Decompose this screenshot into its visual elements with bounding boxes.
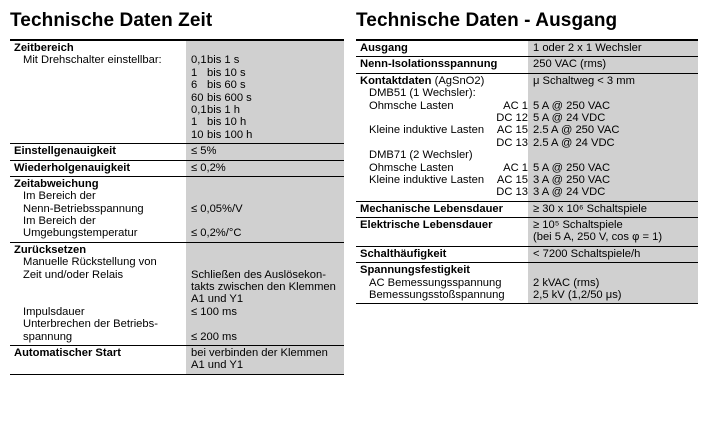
value-line <box>191 79 342 91</box>
label-text: AC Bemessungsspannung <box>369 276 502 289</box>
label-line <box>360 124 528 136</box>
current-type: DC 13 <box>496 136 528 149</box>
spec-label <box>356 41 528 56</box>
spec-label <box>10 161 186 176</box>
range-end: bis 1 h <box>207 103 240 116</box>
label-heading <box>14 244 186 256</box>
label-line <box>14 293 186 305</box>
label-heading <box>14 145 186 157</box>
value-line: 5 A @ 250 VAC <box>533 161 611 174</box>
label-line <box>14 306 186 318</box>
value-line: ≤ 0,2% <box>191 161 226 174</box>
range-start: 60 <box>191 91 204 104</box>
current-type: DC 13 <box>496 186 528 199</box>
spec-value <box>186 161 344 176</box>
label-text: Unterbrechen der Betriebs- <box>23 318 158 331</box>
label-text: DMB51 (1 Wechsler): <box>369 87 476 100</box>
range-end: bis 100 h <box>207 128 253 141</box>
label-suffix: (AgSnO2) <box>431 74 485 87</box>
value-line <box>191 92 342 104</box>
label-heading <box>14 347 186 359</box>
value-line: 3 A @ 250 VAC <box>533 173 611 186</box>
range-start: 1 <box>191 116 198 129</box>
load-type: Ohmsche Lasten <box>369 99 454 112</box>
label-text: Bemessungsstoßspannung <box>369 289 505 302</box>
value-line: 2,5 kV (1,2/50 μs) <box>533 289 622 302</box>
label-text: Im Bereich der <box>23 215 96 228</box>
label-line <box>14 256 186 268</box>
spec-value <box>528 41 698 56</box>
load-type: Kleine induktive Lasten <box>369 173 485 186</box>
load-type: Ohmsche Lasten <box>369 161 454 174</box>
label-line <box>14 190 186 202</box>
value-line: 3 A @ 24 VDC <box>533 186 606 199</box>
spec-label <box>10 177 186 242</box>
value-line <box>191 67 342 79</box>
spec-row-schalthaeufigkeit <box>356 247 698 263</box>
value-line: 250 VAC (rms) <box>533 58 607 71</box>
value-line: ≥ 10⁵ Schaltspiele <box>533 219 623 232</box>
current-type: AC 1 <box>503 161 528 174</box>
label-line <box>360 112 528 124</box>
spec-row-ausgang <box>356 41 698 57</box>
value-line <box>191 178 342 190</box>
spec-row-automatischer-start <box>10 346 344 375</box>
value-line: A1 und Y1 <box>191 293 244 306</box>
spec-row-elektrische-lebensdauer <box>356 218 698 247</box>
spec-table <box>356 41 698 304</box>
value-line: 2 kVAC (rms) <box>533 276 600 289</box>
label-text: Elektrische Lebensdauer <box>360 219 493 232</box>
value-line <box>533 264 696 276</box>
section-title: Technische Daten Zeit <box>10 10 213 31</box>
section-technische-daten-ausgang <box>356 0 698 304</box>
range-end: bis 10 s <box>207 66 246 79</box>
label-line <box>360 289 528 301</box>
label-line <box>14 54 186 66</box>
label-line <box>14 281 186 293</box>
range-start: 0,1 <box>191 103 207 116</box>
label-line <box>360 186 528 198</box>
value-line: 5 A @ 24 VDC <box>533 111 606 124</box>
label-text: Wiederholgenauigkeit <box>14 161 131 174</box>
label-heading <box>14 178 186 190</box>
spec-value <box>186 177 344 242</box>
spec-value <box>186 41 344 143</box>
spec-row-einstellgenauigkeit <box>10 144 344 160</box>
spec-row-zeitabweichung <box>10 177 344 243</box>
spec-label <box>356 247 528 262</box>
value-line: 2.5 A @ 24 VDC <box>533 136 615 149</box>
label-text: Nenn-Betriebsspannung <box>23 202 144 215</box>
label-line <box>360 149 528 161</box>
spec-label <box>356 218 528 246</box>
label-heading <box>360 75 528 87</box>
label-line <box>360 277 528 289</box>
spec-value <box>186 243 344 345</box>
value-line: μ Schaltweg < 3 mm <box>533 74 635 87</box>
spec-value <box>528 263 698 303</box>
label-text: Zeitbereich <box>14 42 74 54</box>
value-line: 5 A @ 250 VAC <box>533 99 611 112</box>
value-line <box>191 129 342 141</box>
range-end: bis 60 s <box>207 79 246 92</box>
label-heading <box>360 264 528 276</box>
value-line <box>191 116 342 128</box>
label-text: Manuelle Rückstellung von <box>23 256 157 269</box>
spec-value <box>528 247 698 262</box>
spec-row-spannungsfestigkeit <box>356 263 698 304</box>
label-heading <box>360 203 528 215</box>
label-heading <box>360 248 528 260</box>
label-heading <box>360 42 528 54</box>
value-line <box>191 42 342 54</box>
value-line: (bei 5 A, 250 V, cos φ = 1) <box>533 231 663 244</box>
spec-row-nenn-isolationsspannung <box>356 57 698 73</box>
current-type: AC 1 <box>503 99 528 112</box>
value-line: ≥ 30 x 10⁶ Schaltspiele <box>533 202 647 215</box>
label-text: Mit Drehschalter einstellbar: <box>23 54 162 67</box>
spec-row-kontaktdaten <box>356 74 698 202</box>
spec-value <box>528 57 698 72</box>
range-start: 1 <box>191 66 198 79</box>
value-line <box>191 256 342 268</box>
label-text: Zurücksetzen <box>14 243 87 256</box>
label-text: Umgebungstemperatur <box>23 227 138 240</box>
spec-row-mechanische-lebensdauer <box>356 202 698 218</box>
label-text: Mechanische Lebensdauer <box>360 202 504 215</box>
label-line <box>360 162 528 174</box>
range-start: 10 <box>191 128 204 141</box>
value-line <box>533 87 696 99</box>
label-heading <box>360 219 528 231</box>
spec-table <box>10 41 344 375</box>
value-line: ≤ 200 ms <box>191 330 237 343</box>
range-end: bis 1 s <box>207 54 240 67</box>
label-line <box>360 87 528 99</box>
value-line: Schließen des Auslösekon- <box>191 268 326 281</box>
label-text: Zeitabweichung <box>14 177 99 190</box>
label-line <box>14 331 186 343</box>
spec-value <box>186 144 344 159</box>
spec-value <box>528 218 698 246</box>
label-line <box>360 100 528 112</box>
load-type: Kleine induktive Lasten <box>369 124 485 137</box>
label-line <box>14 318 186 330</box>
label-text: Nenn-Isolationsspannung <box>360 58 498 71</box>
spec-label <box>356 202 528 217</box>
spec-label <box>10 346 186 374</box>
label-line <box>360 174 528 186</box>
range-end: bis 600 s <box>207 91 252 104</box>
value-line: takts zwischen den Klemmen <box>191 281 336 294</box>
label-text: Automatischer Start <box>14 346 121 359</box>
spec-label <box>10 41 186 143</box>
current-type: DC 12 <box>496 111 528 124</box>
label-text: spannung <box>23 330 73 343</box>
value-line <box>191 215 342 227</box>
value-line: < 7200 Schaltspiele/h <box>533 247 641 260</box>
spec-label <box>356 263 528 303</box>
section-technische-daten-zeit <box>10 0 344 375</box>
label-line <box>14 203 186 215</box>
value-line: A1 und Y1 <box>191 359 244 372</box>
value-line: ≤ 0,2%/°C <box>191 227 242 240</box>
spec-label <box>10 144 186 159</box>
label-text: Einstellgenauigkeit <box>14 145 116 158</box>
value-line <box>191 190 342 202</box>
range-end: bis 10 h <box>207 116 247 129</box>
spec-row-zuruecksetzen <box>10 243 344 346</box>
label-text: Spannungsfestigkeit <box>360 264 471 277</box>
current-type: AC 15 <box>496 124 528 137</box>
value-line: ≤ 5% <box>191 145 217 158</box>
value-line <box>191 104 342 116</box>
value-line: bei verbinden der Klemmen <box>191 346 328 359</box>
label-heading <box>360 58 528 70</box>
value-line: ≤ 0,05%/V <box>191 202 243 215</box>
label-text: Kontaktdaten <box>360 74 432 87</box>
label-heading <box>14 162 186 174</box>
value-line <box>191 318 342 330</box>
value-line: 1 oder 2 x 1 Wechsler <box>533 42 642 54</box>
label-text: Impulsdauer <box>23 305 85 318</box>
spec-row-zeitbereich <box>10 41 344 144</box>
label-text: Ausgang <box>360 42 408 54</box>
label-line <box>14 215 186 227</box>
spec-value <box>528 74 698 201</box>
current-type: AC 15 <box>496 173 528 186</box>
value-line <box>191 54 342 66</box>
label-line <box>14 227 186 239</box>
section-title: Technische Daten - Ausgang <box>356 10 618 31</box>
spec-label <box>356 57 528 72</box>
label-text: DMB71 (2 Wechsler) <box>369 149 473 162</box>
label-line <box>360 137 528 149</box>
spec-label <box>356 74 528 201</box>
spec-row-wiederholgenauigkeit <box>10 161 344 177</box>
spec-value <box>528 202 698 217</box>
value-line <box>533 149 696 161</box>
label-heading <box>14 42 186 54</box>
value-line: 2.5 A @ 250 VAC <box>533 124 620 137</box>
spec-label <box>10 243 186 345</box>
value-line <box>191 244 342 256</box>
label-line <box>14 269 186 281</box>
range-start: 0,1 <box>191 54 207 67</box>
value-line: ≤ 100 ms <box>191 305 237 318</box>
range-start: 6 <box>191 79 198 92</box>
label-text: Im Bereich der <box>23 190 96 203</box>
label-text: Zeit und/oder Relais <box>23 268 124 281</box>
label-text: Schalthäufigkeit <box>360 247 447 260</box>
spec-value <box>186 346 344 374</box>
